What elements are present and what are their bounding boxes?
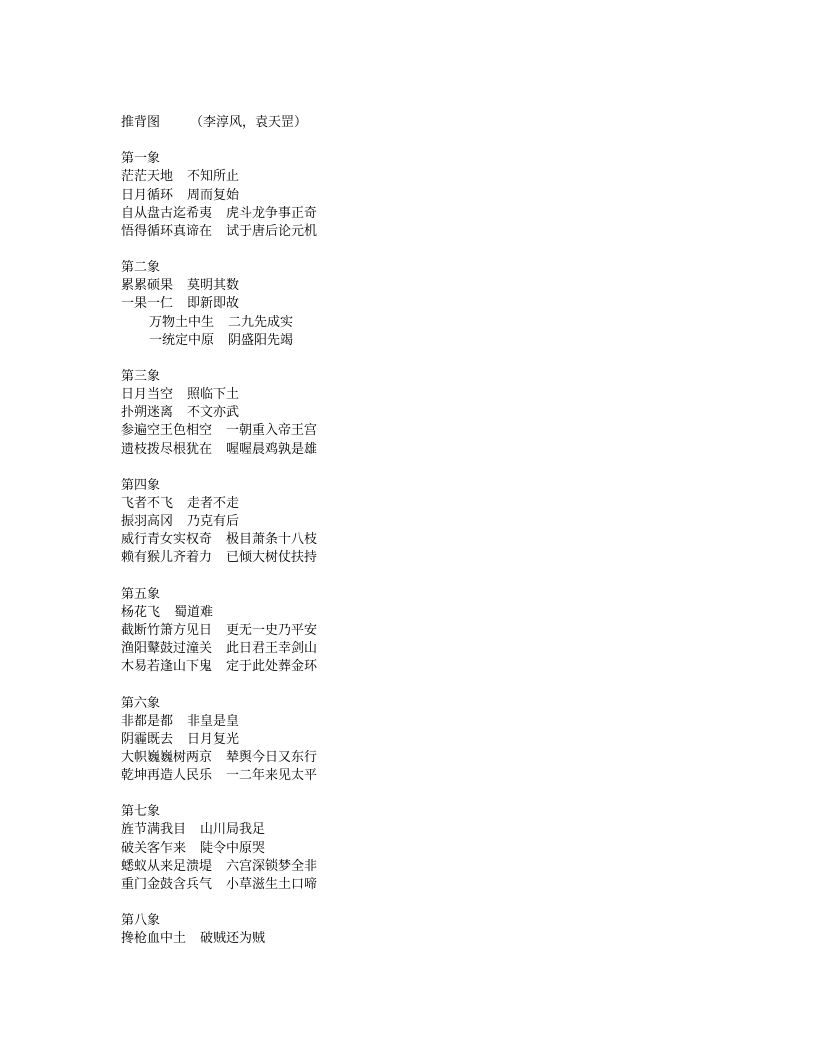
document-content <box>121 114 721 948</box>
verse-line: 累累硕果 莫明其数 <box>121 278 240 294</box>
section-heading: 第二象 <box>121 260 161 276</box>
verse-line: 日月当空 照临下土 <box>121 387 240 403</box>
verse-line: 日月循环 周而复始 <box>121 187 240 203</box>
verse-line: 阴霾既去 日月复光 <box>121 731 240 747</box>
document-authors: （李淳风，袁天罡） <box>190 115 308 130</box>
verse-line: 赖有猴儿齐着力 已倾大树仗扶持 <box>121 550 318 566</box>
section-heading: 第一象 <box>121 151 161 167</box>
verse-line: 扑朔迷离 不文亦武 <box>121 405 240 421</box>
verse-line: 非都是都 非皇是皇 <box>121 713 240 729</box>
verse-line: 旌节满我目 山川局我足 <box>121 822 266 838</box>
section-heading: 第八象 <box>121 913 161 929</box>
verse-line: 重门金鼓含兵气 小草滋生土口啼 <box>121 876 318 892</box>
verse-line: 自从盘古迄希夷 虎斗龙争事正奇 <box>121 205 318 221</box>
verse-line: 悟得循环真谛在 试于唐后论元机 <box>121 223 318 239</box>
verse-line: 威行青女实权奇 极目萧条十八枝 <box>121 532 318 548</box>
document-title: 推背图 <box>121 115 161 130</box>
verse-line: 茫茫天地 不知所止 <box>121 169 240 185</box>
section-heading: 第三象 <box>121 368 161 384</box>
verse-line: 蟋蚁从来足溃堤 六宫深锁梦全非 <box>121 858 318 874</box>
verse-line: 渔阳鼙鼓过潼关 此日君王幸剑山 <box>121 641 318 657</box>
document-header <box>121 114 721 132</box>
verse-line: 木易若逢山下鬼 定于此处葬金环 <box>121 659 318 675</box>
section-heading: 第六象 <box>121 695 161 711</box>
verse-line: 破关客乍来 陡令中原哭 <box>121 840 266 856</box>
verse-line: 一统定中原 阴盛阳先竭 <box>149 332 294 348</box>
verse-line: 搀枪血中土 破贼还为贼 <box>121 931 266 947</box>
verse-line: 飞者不飞 走者不走 <box>121 495 240 511</box>
verse-line: 大帜巍巍树两京 辇舆今日又东行 <box>121 749 318 765</box>
verse-line: 万物土中生 二九先成实 <box>149 314 294 330</box>
verse-line: 一果一仁 即新即故 <box>121 296 240 312</box>
verse-line: 遗枝拨尽根犹在 喔喔晨鸡孰是雄 <box>121 441 318 457</box>
verse-line: 截断竹箫方见日 更无一史乃平安 <box>121 622 318 638</box>
verse-line: 杨花飞 蜀道难 <box>121 604 214 620</box>
verse-line: 参遍空王色相空 一朝重入帝王宫 <box>121 423 318 439</box>
section-heading: 第七象 <box>121 804 161 820</box>
verse-line: 振羽高冈 乃克有后 <box>121 514 240 530</box>
section-heading: 第五象 <box>121 586 161 602</box>
verse-line: 乾坤再造人民乐 一二年来见太平 <box>121 768 318 784</box>
section-heading: 第四象 <box>121 477 161 493</box>
